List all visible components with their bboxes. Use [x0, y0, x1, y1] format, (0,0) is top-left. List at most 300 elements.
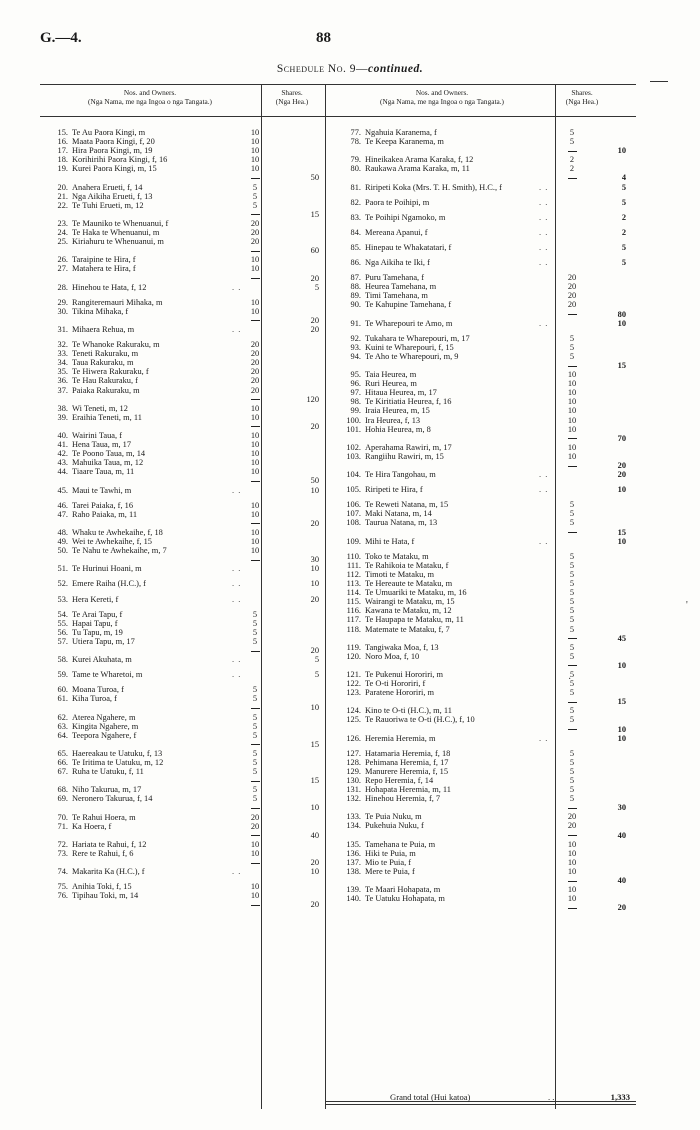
owner-number: 33. [57, 349, 68, 359]
group-total: 20 [617, 470, 626, 480]
owner-row [40, 358, 325, 367]
owner-number: 49. [57, 537, 68, 547]
owner-name: Wairangi te Mataku, m, 15 [365, 597, 455, 607]
subtotal-rule [251, 808, 260, 809]
owner-row [325, 894, 636, 903]
owner-shares: 5 [252, 748, 258, 758]
group-total: 15 [310, 776, 319, 786]
owner-number: 125. [346, 715, 361, 725]
subtotal-row [325, 803, 636, 812]
owner-shares: 5 [569, 688, 575, 698]
group-total: 2 [621, 227, 626, 237]
owner-number: 137. [346, 857, 361, 867]
owner-name: Te Pukenui Hororiri, m [365, 669, 444, 679]
owner-name: Rangiihu Rawiri, m, 15 [365, 451, 444, 461]
subtotal-row [325, 725, 636, 734]
owner-row [325, 500, 636, 509]
group-total: 20 [617, 903, 626, 913]
owner-number: 108. [346, 518, 361, 528]
owner-number: 75. [57, 882, 68, 892]
owner-number: 52. [57, 579, 68, 589]
owner-number: 58. [57, 655, 68, 665]
group-total: 20 [310, 518, 319, 528]
owner-shares: 10 [250, 155, 260, 165]
table-top-rule [40, 84, 636, 85]
owner-shares: 10 [567, 379, 577, 389]
group-total: 5 [314, 670, 319, 680]
owner-number: 99. [350, 406, 361, 416]
owner-name: Hinepau te Whakatatari, f [365, 242, 452, 252]
owner-number: 140. [346, 894, 361, 904]
owner-name: Matahera te Hira, f [72, 264, 136, 274]
subtotal-row [325, 634, 636, 643]
owner-name: Tame te Wharetoi, m [72, 670, 143, 680]
owner-name: Wairini Taua, f [72, 431, 122, 440]
owner-name: Taua Rakuraku, m [72, 358, 134, 368]
owner-row [325, 625, 636, 634]
owner-row [40, 458, 325, 467]
subtotal-rule [568, 729, 577, 730]
owner-row [325, 379, 636, 388]
owner-shares: 5 [569, 518, 575, 528]
subtotal-dash [243, 422, 267, 431]
owner-name: Taia Heurea, m [365, 370, 417, 380]
leader-dots: . . [232, 655, 242, 665]
owner-name: Paiaka Rakuraku, m [72, 385, 140, 395]
owner-number: 93. [350, 342, 361, 352]
leader-dots: . . [539, 182, 549, 192]
owner-number: 119. [346, 642, 361, 652]
owner-number: 56. [57, 627, 68, 637]
owner-number: 19. [57, 164, 68, 174]
owner-row [40, 376, 325, 385]
owner-shares: 10 [567, 388, 577, 398]
owner-shares: 5 [252, 712, 258, 722]
owner-number: 45. [57, 485, 68, 495]
owner-shares: 5 [252, 636, 258, 646]
owner-row [325, 867, 636, 876]
leader-dots: . . [232, 867, 242, 877]
owner-number: 91. [350, 318, 361, 328]
owner-name: Rere te Rahui, f, 6 [72, 848, 134, 858]
owner-name: Te Reweti Natana, m, 15 [365, 500, 449, 510]
owner-number: 46. [57, 500, 68, 510]
owner-shares: 5 [569, 715, 575, 725]
owner-row [325, 518, 636, 527]
owner-number: 106. [346, 500, 361, 510]
owner-number: 37. [57, 385, 68, 395]
owner-name: Emere Raiha (H.C.), f [72, 579, 146, 589]
owner-name: Iraia Heurea, m, 15 [365, 406, 430, 416]
owner-row [325, 785, 636, 794]
owner-row [325, 183, 636, 192]
subtotal-dash [243, 555, 267, 564]
owner-number: 118. [346, 624, 361, 634]
subtotal-row [325, 461, 636, 470]
owner-row [40, 307, 325, 316]
table-header-rule [40, 116, 636, 117]
owner-number: 39. [57, 412, 68, 422]
owner-number: 26. [57, 255, 68, 265]
owner-number: 60. [57, 685, 68, 695]
subtotal-rule [251, 481, 260, 482]
subtotal-dash [243, 246, 267, 255]
owner-shares: 10 [567, 839, 577, 849]
subtotal-row [325, 173, 636, 182]
group-total: 5 [621, 182, 626, 192]
owner-row [40, 767, 325, 776]
owner-row [325, 858, 636, 867]
owner-shares: 10 [250, 839, 260, 849]
owner-name: Riripeti Koka (Mrs. T. H. Smith), H.C., f [365, 182, 502, 192]
group-total: 10 [310, 485, 319, 495]
owner-name: Te Hurinui Hoani, m [72, 564, 142, 574]
owner-row [325, 388, 636, 397]
owner-row [325, 137, 636, 146]
owner-name: Hariata te Rahui, f, 12 [72, 839, 147, 849]
owner-name: Riripeti te Hira, f [365, 485, 423, 495]
left-shares-header-line2: (Nga Hea.) [275, 97, 309, 106]
subtotal-dash [243, 831, 267, 840]
owner-name: Teepora Ngahere, f [72, 730, 137, 740]
owner-name: Kiha Turoa, f [72, 694, 117, 704]
subtotal-dash [243, 776, 267, 785]
owner-row [325, 470, 636, 479]
leader-dots: . . [539, 485, 549, 495]
owner-number: 73. [57, 848, 68, 858]
owner-row [40, 749, 325, 758]
owner-number: 25. [57, 237, 68, 247]
owner-name: Hatamaria Heremia, f, 18 [365, 748, 451, 758]
owner-name: Aterea Ngahere, m [72, 712, 136, 722]
owner-row [40, 619, 325, 628]
owner-row [325, 397, 636, 406]
owner-number: 84. [350, 227, 361, 237]
group-total: 80 [617, 309, 626, 319]
subtotal-dash [243, 274, 267, 283]
subtotal-dash [560, 310, 584, 319]
owner-row [325, 291, 636, 300]
owner-shares: 10 [567, 424, 577, 434]
owner-row [325, 579, 636, 588]
owner-number: 96. [350, 379, 361, 389]
owner-number: 54. [57, 609, 68, 619]
owner-number: 31. [57, 324, 68, 334]
subtotal-row [325, 528, 636, 537]
group-total: 10 [617, 660, 626, 670]
subtotal-row [40, 476, 325, 485]
group-total: 30 [310, 555, 319, 565]
owner-name: Aperahama Rawiri, m, 17 [365, 442, 452, 452]
owner-number: 101. [346, 424, 361, 434]
subtotal-row [325, 434, 636, 443]
owner-row [40, 255, 325, 264]
leader-dots: . . [232, 579, 242, 589]
subtotal-dash [560, 434, 584, 443]
subtotal-dash [243, 519, 267, 528]
owner-number: 85. [350, 242, 361, 252]
owner-shares: 10 [250, 137, 260, 147]
owner-shares: 20 [567, 821, 577, 831]
owner-row [40, 731, 325, 740]
group-total: 20 [310, 324, 319, 334]
subtotal-dash [243, 900, 267, 909]
owner-shares: 10 [250, 509, 260, 519]
owner-name: Raukawa Arama Karaka, m, 11 [365, 164, 470, 174]
subtotal-rule [251, 214, 260, 215]
owner-number: 109. [346, 536, 361, 546]
leader-dots: . . [539, 536, 549, 546]
subtotal-rule [568, 665, 577, 666]
left-shares-header-line1: Shares. [281, 88, 303, 97]
owner-number: 100. [346, 415, 361, 425]
owner-shares: 10 [250, 306, 260, 316]
group-total: 10 [617, 485, 626, 495]
owner-shares: 10 [250, 848, 260, 858]
owner-number: 115. [346, 597, 361, 607]
group-total: 40 [617, 876, 626, 886]
owner-row [325, 794, 636, 803]
subtotal-rule [251, 905, 260, 906]
owner-name: Te Whanoke Rakuraku, m [72, 340, 160, 350]
owner-name: Ruri Heurea, m [365, 379, 417, 389]
margin-mark [650, 81, 668, 82]
owner-shares: 10 [250, 440, 260, 450]
owner-number: 127. [346, 748, 361, 758]
owner-row [40, 840, 325, 849]
group-total: 50 [310, 173, 319, 183]
owner-name: Niho Takurua, m, 17 [72, 785, 142, 795]
owner-shares: 5 [569, 500, 575, 510]
owner-name: Kuini te Wharepouri, f, 15 [365, 342, 454, 352]
subtotal-rule [568, 314, 577, 315]
schedule-title-suffix: continued. [368, 63, 424, 75]
subtotal-dash [243, 803, 267, 812]
owner-name: Hineikakea Arama Karaka, f, 12 [365, 155, 474, 165]
owner-name: Hitaua Heurea, m, 17 [365, 388, 437, 398]
group-total: 20 [310, 594, 319, 604]
group-total: 10 [617, 733, 626, 743]
owner-row [40, 283, 325, 292]
subtotal-rule [568, 881, 577, 882]
subtotal-row [40, 776, 325, 785]
subtotal-row [40, 316, 325, 325]
owner-number: 61. [57, 694, 68, 704]
owner-name: Maki Natana, m, 14 [365, 509, 432, 519]
leader-dots: . . [232, 324, 242, 334]
owner-number: 35. [57, 367, 68, 377]
owner-row [325, 228, 636, 237]
owner-name: Ngahuia Karanema, f [365, 128, 437, 137]
owner-number: 55. [57, 618, 68, 628]
owner-number: 103. [346, 451, 361, 461]
group-total: 50 [310, 476, 319, 486]
owner-name: Mahuika Taua, m, 12 [72, 458, 144, 468]
owner-number: 114. [346, 588, 361, 598]
owner-row [325, 758, 636, 767]
owner-number: 29. [57, 297, 68, 307]
owner-row [40, 722, 325, 731]
subtotal-row [40, 803, 325, 812]
owner-number: 131. [346, 785, 361, 795]
schedule-title [0, 63, 700, 75]
owner-row [40, 595, 325, 604]
owner-number: 133. [346, 812, 361, 822]
table-total-rule [325, 1101, 636, 1102]
owner-row [325, 734, 636, 743]
subtotal-rule [251, 708, 260, 709]
owner-row [325, 821, 636, 830]
owner-name: Timoti te Mataku, m [365, 569, 435, 579]
group-total: 20 [310, 421, 319, 431]
owner-number: 53. [57, 594, 68, 604]
owner-shares: 5 [569, 137, 575, 147]
owner-row [40, 137, 325, 146]
owner-number: 80. [350, 164, 361, 174]
owner-shares: 10 [567, 397, 577, 407]
group-total: 5 [314, 282, 319, 292]
subtotal-rule [568, 178, 577, 179]
owner-name: Te Hiwera Rakuraku, f [72, 367, 149, 377]
owner-number: 98. [350, 397, 361, 407]
owner-name: Hiki te Puia, m [365, 848, 416, 858]
subtotal-row [40, 395, 325, 404]
subtotal-row [40, 210, 325, 219]
owner-name: Rangiteremauri Mihaka, m [72, 297, 163, 307]
owner-shares: 10 [567, 370, 577, 380]
subtotal-dash [560, 903, 584, 912]
owner-name: Mereana Apanui, f [365, 227, 428, 237]
owner-shares: 2 [569, 164, 575, 174]
owner-row [40, 325, 325, 334]
owner-number: 72. [57, 839, 68, 849]
owner-row [40, 655, 325, 664]
group-total: 10 [617, 536, 626, 546]
subtotal-dash [560, 528, 584, 537]
owner-row [40, 849, 325, 858]
owner-name: Wei te Awhekaihe, f, 15 [72, 537, 152, 547]
owner-number: 44. [57, 467, 68, 477]
owner-number: 36. [57, 376, 68, 386]
owner-name: Ka Hoera, f [72, 821, 112, 831]
owner-row [325, 840, 636, 849]
owner-row [40, 298, 325, 307]
owner-shares: 5 [252, 618, 258, 628]
subtotal-row [40, 555, 325, 564]
group-total: 5 [621, 242, 626, 252]
owner-name: Manurere Heremia, f, 15 [365, 766, 449, 776]
owner-shares: 20 [567, 273, 577, 283]
owner-number: 17. [57, 146, 68, 156]
owner-shares: 10 [250, 297, 260, 307]
owner-shares: 5 [569, 642, 575, 652]
owner-name: Puru Tamehana, f [365, 273, 425, 283]
owner-row [325, 416, 636, 425]
group-total: 15 [617, 360, 626, 370]
owner-shares: 5 [569, 560, 575, 570]
owner-row [40, 713, 325, 722]
owner-name: Nga Aikiha Erueti, f, 13 [72, 191, 153, 201]
owner-row [40, 891, 325, 900]
owner-number: 77. [350, 128, 361, 137]
owner-number: 41. [57, 440, 68, 450]
owner-name: Repo Heremia, f, 14 [365, 776, 434, 785]
owner-shares: 20 [250, 385, 260, 395]
owner-shares: 10 [567, 406, 577, 416]
owner-row [40, 785, 325, 794]
owner-row [40, 670, 325, 679]
subtotal-dash [243, 740, 267, 749]
owner-shares: 5 [569, 588, 575, 598]
owner-shares: 10 [250, 891, 260, 901]
owner-shares: 5 [569, 679, 575, 689]
owner-row [40, 219, 325, 228]
subtotal-dash [243, 316, 267, 325]
group-total: 4 [621, 173, 626, 183]
subtotal-row [325, 146, 636, 155]
owner-number: 120. [346, 651, 361, 661]
owner-number: 111. [346, 560, 361, 570]
owner-name: Hera Kereti, f [72, 594, 119, 604]
owner-number: 97. [350, 388, 361, 398]
owner-name: Tipihau Toki, m, 14 [72, 891, 139, 901]
owner-row [40, 610, 325, 619]
owner-name: Te O-ti Hororiri, f [365, 679, 426, 689]
owner-shares: 20 [250, 376, 260, 386]
subtotal-row [325, 661, 636, 670]
owner-shares: 5 [569, 785, 575, 795]
owner-name: Te Wharepouri te Amo, m [365, 318, 453, 328]
owner-number: 67. [57, 767, 68, 777]
owner-shares: 5 [569, 509, 575, 519]
owner-shares: 5 [569, 757, 575, 767]
owner-shares: 5 [569, 651, 575, 661]
owner-number: 21. [57, 191, 68, 201]
owner-name: Moana Turoa, f [72, 685, 124, 695]
owner-shares: 10 [567, 415, 577, 425]
owner-shares: 10 [567, 894, 577, 904]
owner-number: 32. [57, 340, 68, 350]
owner-number: 62. [57, 712, 68, 722]
subtotal-row [325, 903, 636, 912]
owner-number: 70. [57, 812, 68, 822]
owner-row [40, 628, 325, 637]
owner-name: Raho Paiaka, m, 11 [72, 509, 138, 519]
subtotal-rule [251, 560, 260, 561]
subtotal-row [325, 697, 636, 706]
page-number: 88 [316, 30, 331, 46]
leader-dots: . . [539, 197, 549, 207]
owner-row [325, 164, 636, 173]
owner-number: 134. [346, 821, 361, 831]
owner-number: 86. [350, 258, 361, 268]
group-total: 40 [310, 830, 319, 840]
subtotal-row [40, 646, 325, 655]
owner-number: 110. [346, 551, 361, 561]
subtotal-dash [243, 395, 267, 404]
owner-row [325, 319, 636, 328]
subtotal-row [40, 274, 325, 283]
subtotal-rule [251, 744, 260, 745]
group-total: 15 [310, 209, 319, 219]
owner-row [325, 273, 636, 282]
owner-shares: 20 [567, 300, 577, 310]
owner-row [40, 579, 325, 588]
owner-row [40, 128, 325, 137]
owner-number: 130. [346, 776, 361, 785]
subtotal-rule [251, 399, 260, 400]
owner-number: 122. [346, 679, 361, 689]
